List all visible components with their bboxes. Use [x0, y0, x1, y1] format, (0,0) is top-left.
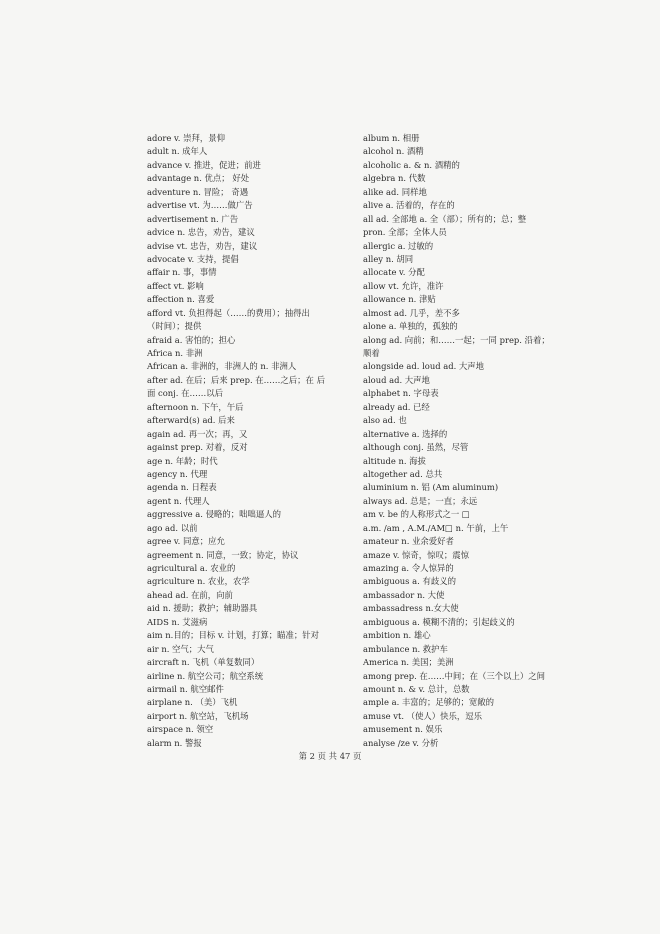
vocab-entry: along ad. 向前；和……一起；一同 prep. 沿着；	[363, 334, 550, 345]
vocab-entry: ahead ad. 在前，向前	[147, 589, 233, 600]
vocab-entry: ambassador n. 大使	[363, 589, 445, 600]
vocab-entry: alternative a. 选择的	[363, 428, 448, 439]
vocab-entry: afternoon n. 下午，午后	[147, 401, 244, 412]
vocab-entry: agriculture n. 农业，农学	[147, 576, 250, 587]
vocab-entry: advertisement n. 广告	[147, 213, 239, 224]
vocab-entry: alcohol n. 酒精	[363, 146, 424, 157]
vocab-entry: allocate v. 分配	[363, 267, 425, 278]
vocab-entry: amaze v. 惊奇，惊叹；震惊	[363, 549, 470, 560]
left-column	[147, 132, 352, 750]
vocab-entry: aggressive a. 侵略的；咄咄逼人的	[147, 509, 281, 520]
vocab-entry: advice n. 忠告，劝告，建议	[147, 227, 255, 238]
vocab-entry: aid n. 援助；救护；辅助器具	[147, 603, 258, 614]
vocab-entry: although conj. 虽然，尽管	[363, 442, 469, 453]
vocab-entry: ambition n. 雄心	[363, 630, 431, 641]
vocab-entry: airspace n. 领空	[147, 724, 214, 735]
vocab-entry: agent n. 代理人	[147, 495, 210, 506]
vocab-entry: advance v. 推进，促进；前进	[147, 159, 261, 170]
vocab-entry: adult n. 成年人	[147, 146, 208, 157]
vocab-entry: am v. be 的人称形式之一 □	[363, 509, 470, 520]
vocab-entry: amuse vt. （使人）快乐，逗乐	[363, 710, 483, 721]
vocab-entry: analyse /ze v. 分析	[363, 737, 439, 748]
vocab-entry: ambiguous a. 有歧义的	[363, 576, 456, 587]
vocab-entry: afford vt. 负担得起（……的费用）；抽得出	[147, 307, 310, 318]
vocab-entry: 顺着	[363, 348, 380, 358]
vocab-entry: after ad. 在后；后来 prep. 在……之后；在 后	[147, 374, 325, 385]
vocab-entry: altitude n. 海拔	[363, 455, 426, 466]
vocab-entry: algebra n. 代数	[363, 173, 426, 184]
vocab-entry: affair n. 事，事情	[147, 267, 217, 278]
vocab-entry: among prep. 在……中间；在（三个以上）之间	[363, 670, 546, 681]
vocab-entry: afraid a. 害怕的；担心	[147, 334, 236, 345]
vocab-entry: again ad. 再一次；再，又	[147, 428, 248, 439]
vocab-entry: afterward(s) ad. 后来	[147, 415, 235, 426]
vocab-entry: ambulance n. 救护车	[363, 643, 448, 654]
vocab-entry: adore v. 崇拜，景仰	[147, 133, 225, 143]
right-column	[363, 132, 578, 750]
vocab-entry: America n. 美国；美洲	[363, 657, 454, 668]
vocab-entry: air n. 空气；大气	[147, 643, 214, 654]
vocab-entry: airline n. 航空公司；航空系统	[147, 670, 264, 681]
vocab-entry: airplane n. （美）飞机	[147, 697, 238, 708]
vocab-entry: alarm n. 警报	[147, 737, 202, 748]
vocab-entry: agricultural a. 农业的	[147, 563, 236, 573]
vocab-entry: ambassadress n.女大使	[363, 603, 459, 614]
vocab-entry: advise vt. 忠告，劝告，建议	[147, 240, 258, 251]
vocab-entry: AIDS n. 艾滋病	[147, 616, 208, 627]
vocab-entry: almost ad. 几乎，差不多	[363, 307, 460, 318]
vocab-entry: against prep. 对着，反对	[147, 442, 248, 453]
vocab-entry: amusement n. 娱乐	[363, 724, 443, 735]
vocab-entry: also ad. 也	[363, 415, 407, 426]
vocab-entry: alphabet n. 字母表	[363, 388, 439, 399]
vocab-entry: alley n. 胡同	[363, 253, 414, 264]
vocab-entry: alongside ad. loud ad. 大声地	[363, 361, 485, 372]
page-footer: 第 2 页 共 47 页	[298, 751, 362, 761]
vocab-entry: agree v. 同意；应允	[147, 536, 225, 547]
vocab-entry: affect vt. 影响	[147, 280, 204, 291]
vocab-entry: ambiguous a. 模糊不清的；引起歧义的	[363, 616, 515, 627]
vocab-entry: affection n. 喜爱	[147, 294, 215, 305]
vocab-entry: aluminium n. 铝 (Am aluminum)	[363, 482, 499, 493]
vocab-entry: alcoholic a. & n. 酒精的	[363, 159, 460, 170]
vocab-entry: airport n. 航空站，飞机场	[147, 710, 249, 721]
vocab-entry: alone a. 单独的，孤独的	[363, 321, 458, 332]
vocab-entry: all ad. 全部地 a. 全（部）；所有的；总；整	[363, 213, 527, 224]
vocab-entry: agenda n. 日程表	[147, 482, 217, 493]
vocab-entry: alike ad. 同样地	[363, 186, 427, 197]
vocab-entry: amazing a. 令人惊异的	[363, 563, 454, 573]
vocab-entry: a.m. /am , A.M./AM□ n. 午前，上午	[363, 522, 509, 533]
vocab-entry: adventure n. 冒险； 奇遇	[147, 186, 249, 197]
vocab-entry: allergic a. 过敏的	[363, 240, 434, 251]
vocab-entry: always ad. 总是；一直；永远	[363, 495, 478, 506]
vocab-entry: ago ad. 以前	[147, 522, 198, 533]
vocab-entry: pron. 全部；全体人员	[363, 227, 447, 238]
vocab-entry: alive a. 活着的，存在的	[363, 200, 455, 211]
vocab-entry: aim n.目的；目标 v. 计划，打算；瞄准；针对	[147, 630, 320, 641]
vocab-entry: allow vt. 允许，准许	[363, 280, 444, 291]
vocab-entry: aircraft n. 飞机（单复数同）	[147, 657, 260, 668]
vocab-entry: African a. 非洲的，非洲人的 n. 非洲人	[147, 361, 297, 372]
vocab-entry: age n. 年龄；时代	[147, 455, 218, 466]
vocab-entry: aloud ad. 大声地	[363, 374, 430, 385]
vocab-entry: airmail n. 航空邮件	[147, 683, 224, 694]
vocab-entry: 面 conj. 在……以后	[147, 388, 223, 399]
vocab-entry: ample a. 丰富的；足够的；宽敞的	[363, 697, 495, 708]
vocab-entry: already ad. 已经	[363, 401, 430, 412]
vocab-entry: altogether ad. 总共	[363, 468, 443, 479]
vocab-entry: amateur n. 业余爱好者	[363, 536, 454, 547]
vocab-entry: album n. 相册	[363, 133, 420, 143]
vocab-entry: （时间）；提供	[147, 321, 202, 332]
vocab-entry: allowance n. 津贴	[363, 294, 436, 305]
vocab-entry: advertise vt. 为……做广告	[147, 200, 253, 211]
vocab-entry: advantage n. 优点； 好处	[147, 173, 250, 184]
vocab-entry: agreement n. 同意，一致；协定，协议	[147, 549, 299, 560]
vocab-entry: agency n. 代理	[147, 468, 208, 479]
vocab-entry: amount n. & v. 总计，总数	[363, 683, 470, 694]
vocab-entry: Africa n. 非洲	[147, 348, 203, 358]
vocab-entry: advocate v. 支持，提倡	[147, 253, 239, 264]
